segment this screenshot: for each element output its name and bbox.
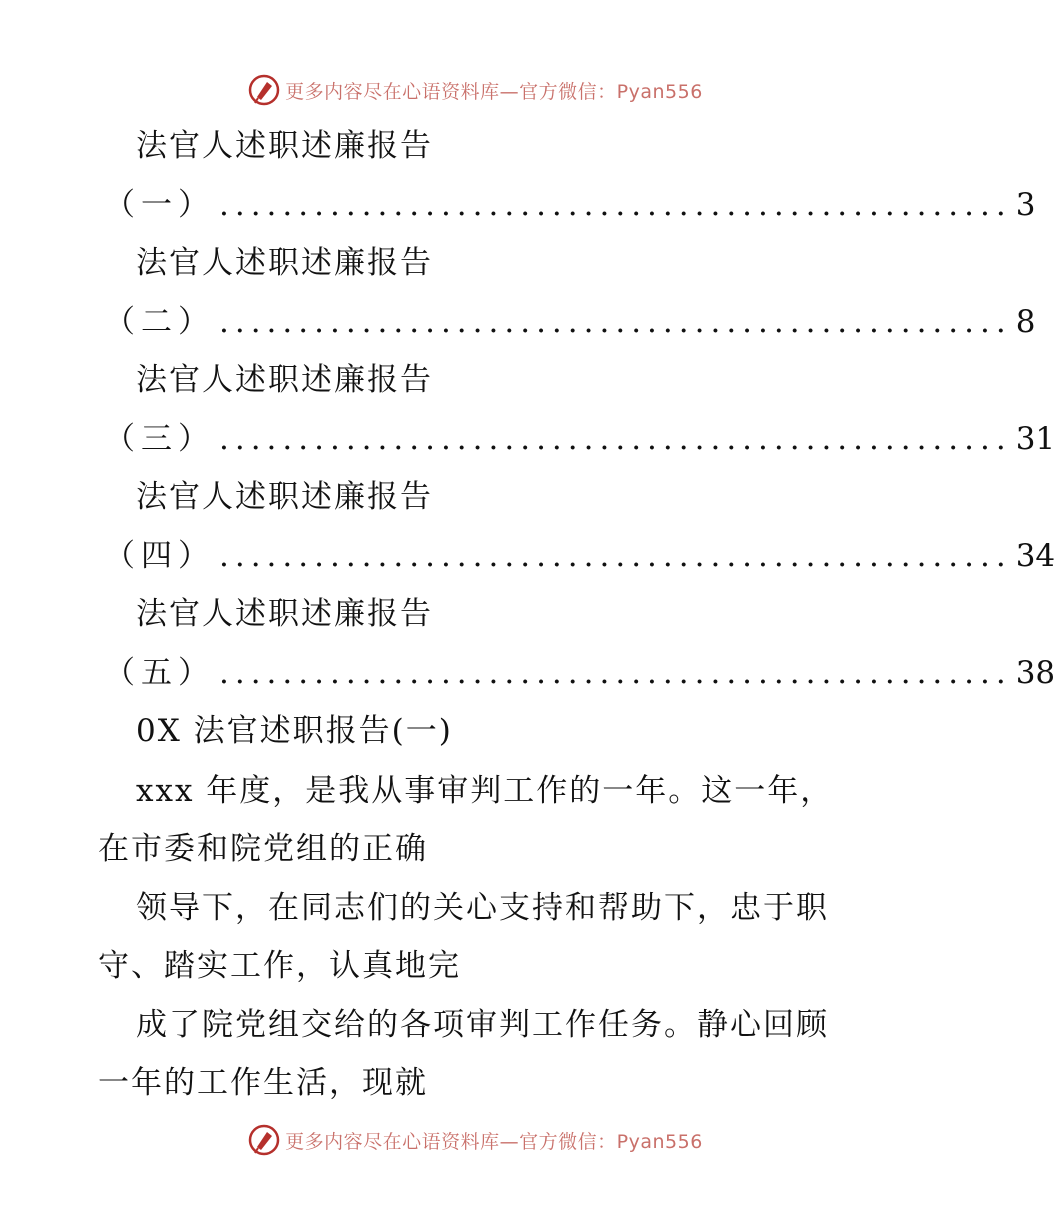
toc-number: （三） xyxy=(104,421,215,457)
paragraph-line: 成了院党组交给的各项审判工作任务。静心回顾 xyxy=(136,1007,829,1043)
paragraph-line: xxx 年度，是我从事审判工作的一年。这一年， xyxy=(136,773,834,809)
toc-number: （五） xyxy=(104,655,215,691)
toc-page-number: 38 xyxy=(1015,655,1055,691)
toc-leader-dots: .................................................. xyxy=(219,304,1012,340)
paragraph-line: 在市委和院党组的正确 xyxy=(98,831,428,867)
toc-page-number: 34 xyxy=(1015,538,1055,574)
toc-page-number: 3 xyxy=(1015,187,1036,223)
pen-nib-circle-icon xyxy=(247,1123,281,1157)
banner-text: 更多内容尽在心语资料库—官方微信：Pyan556 xyxy=(285,80,703,103)
toc-page-number: 8 xyxy=(1015,304,1036,340)
toc-entry[interactable] xyxy=(104,536,1055,576)
banner-text: 更多内容尽在心语资料库—官方微信：Pyan556 xyxy=(285,1130,703,1153)
toc-entry[interactable] xyxy=(104,302,1036,342)
toc-entry[interactable] xyxy=(104,185,1036,225)
footer-banner xyxy=(0,1120,950,1160)
paragraph-line: 一年的工作生活，现就 xyxy=(98,1065,428,1101)
toc-title: 法官人述职述廉报告 xyxy=(136,362,433,398)
toc-leader-dots: .................................................. xyxy=(219,187,1012,223)
paragraph-line: 领导下，在同志们的关心支持和帮助下，忠于职 xyxy=(136,890,829,926)
toc-entry[interactable] xyxy=(104,419,1055,459)
toc-number: （四） xyxy=(104,538,215,574)
paragraph-line: 守、踏实工作，认真地完 xyxy=(98,948,461,984)
toc-number: （二） xyxy=(104,304,215,340)
header-banner xyxy=(0,70,950,110)
toc-number: （一） xyxy=(104,187,215,223)
toc-title: 法官人述职述廉报告 xyxy=(136,479,433,515)
toc-title: 法官人述职述廉报告 xyxy=(136,245,433,281)
toc-entry[interactable] xyxy=(104,653,1055,693)
toc-title: 法官人述职述廉报告 xyxy=(136,128,433,164)
toc-leader-dots: .................................................. xyxy=(219,655,1012,691)
toc-page-number: 31 xyxy=(1015,421,1055,457)
pen-nib-circle-icon xyxy=(247,73,281,107)
toc-leader-dots: .................................................. xyxy=(219,421,1012,457)
toc-leader-dots: .................................................. xyxy=(219,538,1012,574)
section-heading: 0X 法官述职报告(一) xyxy=(136,713,453,749)
toc-title: 法官人述职述廉报告 xyxy=(136,596,433,632)
